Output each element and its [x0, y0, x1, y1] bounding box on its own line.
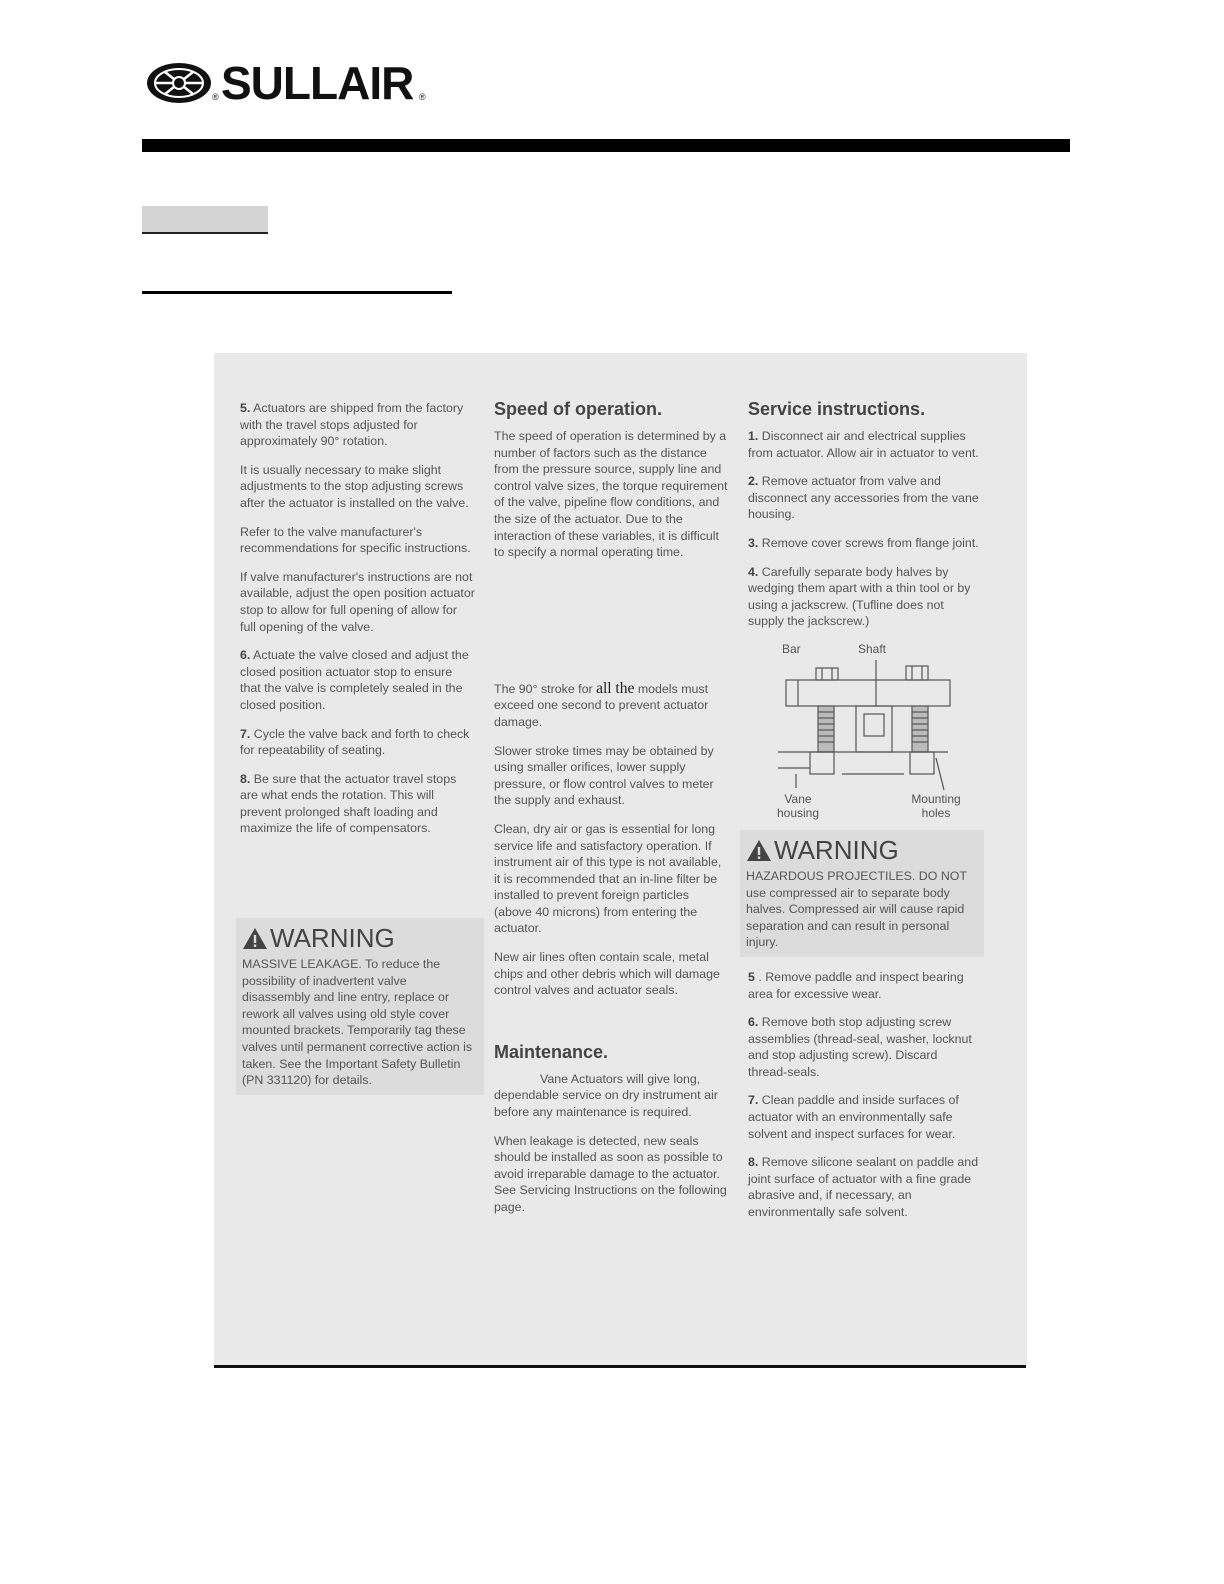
step-number: 3. [748, 535, 759, 550]
label-vane-housing: Vane housing [776, 791, 820, 820]
step-number: 8. [748, 1155, 759, 1170]
paragraph-step-6 [240, 647, 476, 713]
paragraph: Clean, dry air or gas is essential for long service life and satisfactory operation. If instrument air of this type is not available, it is recommended that an in-line filter be installed to prevent foreign particles (above 40 microns) from entering the actuator. [494, 821, 722, 936]
warning-triangle-icon [242, 926, 268, 950]
step-text: . Remove paddle and inspect bearing area for excessive wear. [748, 969, 964, 1001]
paragraph [494, 1071, 728, 1121]
label-mounting-holes: Mounting holes [911, 791, 961, 820]
sullair-emblem-icon [145, 60, 213, 106]
service-step-8 [748, 1154, 980, 1220]
warning-box-projectiles [740, 830, 984, 957]
label-shaft: Shaft [858, 641, 887, 656]
paragraph-step-8 [240, 771, 476, 837]
heading-service-instructions: Service instructions. [748, 399, 926, 419]
step-text: Actuate the valve closed and adjust the closed position actuator stop to ensure that the valve is completely sealed in the closed position. [240, 648, 469, 712]
service-step-4 [748, 564, 980, 630]
paragraph-stroke [494, 681, 728, 731]
paragraph: New air lines often contain scale, metal chips and other debris which will damage control valves and actuator seals. [494, 950, 720, 998]
paragraph: Refer to the valve manufacturer's recommendations for specific instructions. [240, 524, 471, 556]
step-number: 7. [748, 1093, 759, 1108]
step-number: 4. [748, 564, 759, 579]
sullair-logo [145, 57, 426, 109]
step-number: 7. [240, 726, 251, 741]
step-number: 6. [240, 648, 251, 663]
step-text: Remove both stop adjusting screw assemblies (thread-seal, washer, locknut and stop adjusting screw). Discard thread-seals. [748, 1015, 972, 1079]
logo-registered-mark: ® [212, 92, 219, 102]
step-text: Remove actuator from valve and disconnect any accessories from the vane housing. [748, 474, 979, 522]
service-step-1 [748, 428, 980, 461]
service-step-5 [748, 969, 980, 1002]
paragraph: It is usually necessary to make slight adjustments to the stop adjusting screws after the actuator is installed on the valve. [240, 462, 469, 510]
paragraph: The speed of operation is determined by a number of factors such as the distance from the pressure source, supply line and control valve sizes, the torque requirement of the valve, pipeline flow conditions, and the size of the actuator. Due to the interaction of these variables, it is difficult to specify a normal operating time. [494, 429, 728, 560]
section-underline [142, 291, 452, 294]
logo-registered-mark-2: ® [419, 92, 426, 102]
step-text: Remove cover screws from flange joint. [761, 535, 979, 550]
paragraph-step-7 [240, 726, 476, 759]
warning-triangle-icon [746, 838, 772, 862]
logo-text: SULLAIR [221, 57, 414, 109]
paragraph: Slower stroke times may be obtained by using smaller orifices, lower supply pressure, or flow control valves to meter the supply and exhaust. [494, 743, 714, 808]
section-tab-box [142, 206, 268, 234]
label-bar: Bar [782, 641, 801, 656]
column-right [748, 398, 980, 1233]
header-rule [142, 139, 1070, 152]
column-left [240, 400, 476, 849]
warning-heading [746, 836, 978, 864]
heading-maintenance: Maintenance. [494, 1041, 609, 1062]
paragraph: When leakage is detected, new seals should be installed as soon as possible to avoid irreparable damage to the actuator. See Servicing Instructions on the following page. [494, 1133, 727, 1214]
service-step-6 [748, 1014, 980, 1080]
text-run: The 90° stroke for [494, 681, 597, 696]
paragraph-step-5 [240, 400, 476, 450]
blank-space [494, 573, 728, 681]
warning-title: WARNING [774, 834, 899, 865]
column-middle [494, 398, 728, 1228]
step-number: 6. [748, 1015, 759, 1030]
step-text: Disconnect air and electrical supplies from actuator. Allow air in actuator to vent. [748, 429, 979, 460]
step-text: Clean paddle and inside surfaces of actuator with an environmentally safe solvent and inspect surfaces for wear. [748, 1093, 959, 1141]
warning-text: HAZARDOUS PROJECTILES. DO NOT use compressed air to separate body halves. Compressed air will cause rapid separation and can result in personal injury. [746, 868, 967, 950]
warning-box-leakage [236, 918, 484, 1095]
text-run: models must exceed one second to prevent actuator damage. [494, 681, 709, 729]
step-text: Carefully separate body halves by wedging them apart with a thin tool or by using a jackscrew. (Tufline does not supply the jackscrew.) [748, 564, 971, 629]
service-step-2 [748, 473, 980, 523]
step-text: Actuators are shipped from the factory with the travel stops adjusted for approximately 90° rotation. [240, 401, 464, 449]
step-number: 1. [748, 429, 759, 443]
step-number: 8. [240, 771, 251, 786]
paragraph: If valve manufacturer's instructions are not available, adjust the open position actuator stop to allow for full opening of allow for full opening of the valve. [240, 569, 475, 634]
step-text: Cycle the valve back and forth to check for repeatability of seating. [240, 726, 470, 758]
blank-space [494, 1011, 728, 1041]
step-number: 2. [748, 474, 759, 489]
warning-title: WARNING [270, 923, 395, 953]
service-step-3 [748, 535, 980, 552]
warning-text: MASSIVE LEAKAGE. To reduce the possibility of inadvertent valve disassembly and line entry, replace or rework all valves using old style cover mounted brackets. Temporarily tag these valves until permanent corrective action is taken. See the Important Safety Bulletin (PN 331120) for details. [242, 957, 473, 1088]
warning-heading [242, 924, 478, 952]
step-number: 5 [748, 969, 755, 984]
actuator-separation-diagram [748, 642, 980, 824]
typed-insert-text: all the [596, 679, 635, 697]
step-number: 5. [240, 401, 251, 415]
step-text: Be sure that the actuator travel stops are what ends the rotation. This will prevent prolonged shaft loading and maximize the life of compensators. [240, 771, 457, 836]
panel-bottom-rule [214, 1365, 1026, 1368]
text-run: Vane Actuators will give long, dependable service on dry instrument air before any maintenance is required. [494, 1071, 718, 1120]
service-step-7 [748, 1092, 980, 1142]
step-text: Remove silicone sealant on paddle and joint surface of actuator with a fine grade abrasive and, if necessary, an environmentally safe solvent. [748, 1155, 979, 1220]
heading-speed-of-operation: Speed of operation. [494, 399, 663, 419]
